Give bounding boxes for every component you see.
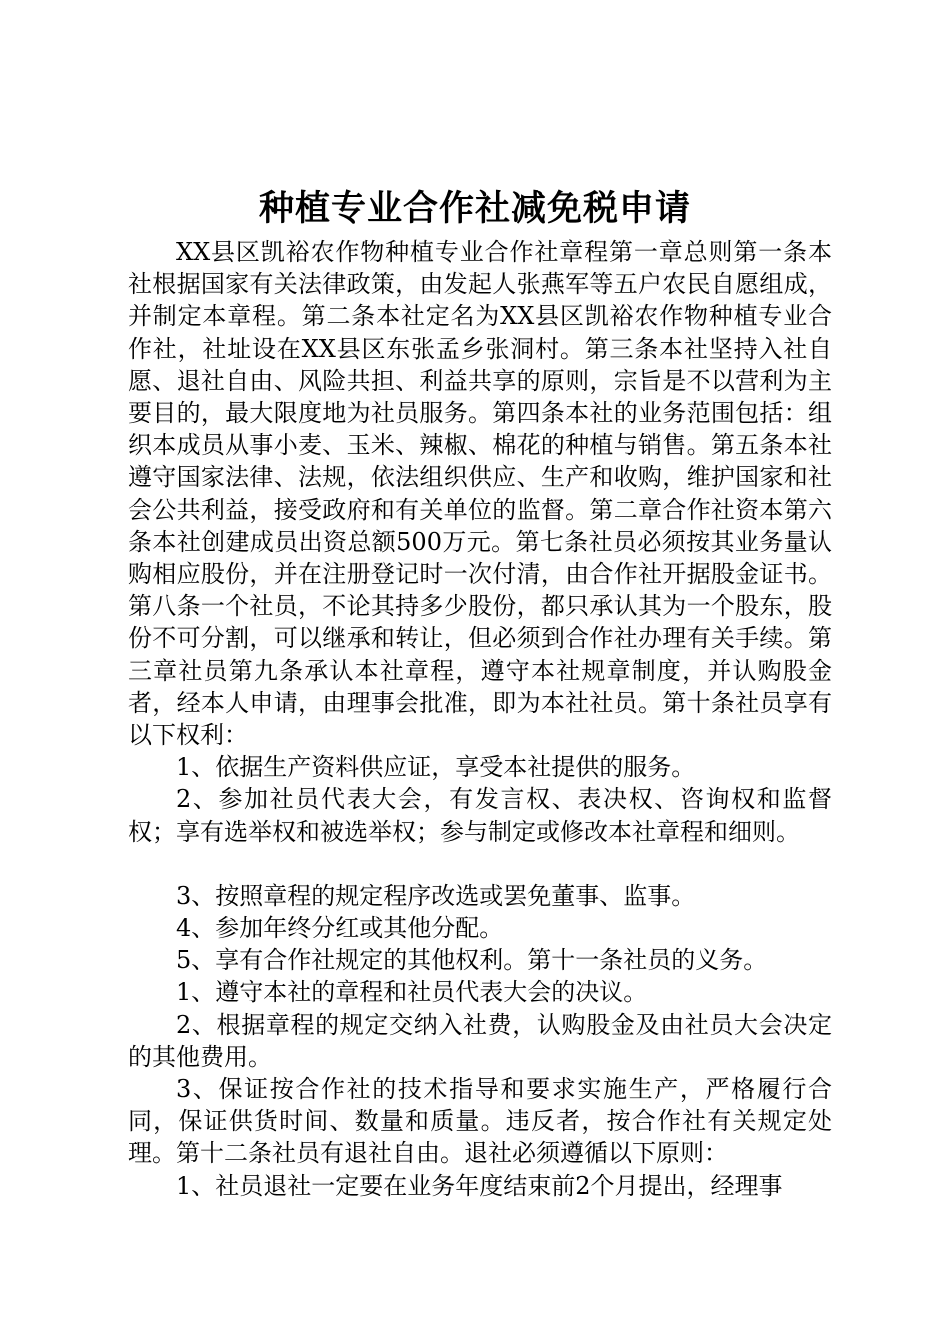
paragraph-gap (128, 848, 832, 880)
paragraph-right-4: 4、参加年终分红或其他分配。 (176, 914, 504, 943)
paragraph-right-5: 5、享有合作社规定的其他权利。第十一条社员的义务。 (176, 946, 768, 975)
paragraph-withdrawal-1: 1、社员退社一定要在业务年度结束前2个月提出，经理事 (176, 1171, 783, 1200)
paragraph-duty-1: 1、遵守本社的章程和社员代表大会的决议。 (176, 978, 648, 1007)
document-title: 种植专业合作社减免税申请 (258, 189, 691, 229)
paragraph-right-3: 3、按照章程的规定程序改选或罢免董事、监事。 (176, 881, 696, 910)
paragraph-charter-intro: XX县区凯裕农作物种植专业合作社章程第一章总则第一条本社根据国家有关法律政策，由发起人张燕军等五户农民自愿组成，并制定本章程。第二条本社定名为XX县区凯裕农作物种植专业合作社，社址设在XX县区东张孟乡张洞村。第三条本社坚持入社自愿、退社自由、风险共担、利益共享的原则，宗旨是不以营利为主要目的，最大限度地为社员服务。第四条本社的业务范围包括：组织本成员从事小麦、玉米、辣椒、棉花的种植与销售。第五条本社遵守国家法律、法规，依法组织供应、生产和收购，维护国家和社会公共利益，接受政府和有关单位的监督。第二章合作社资本第六条本社创建成员出资总额500万元。第七条社员必须按其业务量认购相应股份，并在注册登记时一次付清，由合作社开据股金证书。第八条一个社员，不论其持多少股份，都只承认其为一个股东，股份不可分割，可以继承和转让，但必须到合作社办理有关手续。第三章社员第九条承认本社章程，遵守本社规章制度，并认购股金者，经本人申请，由理事会批准，即为本社社员。第十条社员享有以下权利： (128, 238, 832, 750)
document-body (128, 236, 832, 1202)
paragraph-right-2: 2、参加社员代表大会，有发言权、表决权、咨询权和监督权；享有选举权和被选举权；参与制定或修改本社章程和细则。 (128, 785, 832, 846)
paragraph-duty-3: 3、保证按合作社的技术指导和要求实施生产，严格履行合同，保证供货时间、数量和质量。违反者，按合作社有关规定处理。第十二条社员有退社自由。退社必须遵循以下原则： (128, 1075, 832, 1168)
paragraph-right-1: 1、依据生产资料供应证，享受本社提供的服务。 (176, 753, 696, 782)
paragraph-duty-2: 2、根据章程的规定交纳入社费，认购股金及由社员大会决定的其他费用。 (128, 1010, 832, 1071)
